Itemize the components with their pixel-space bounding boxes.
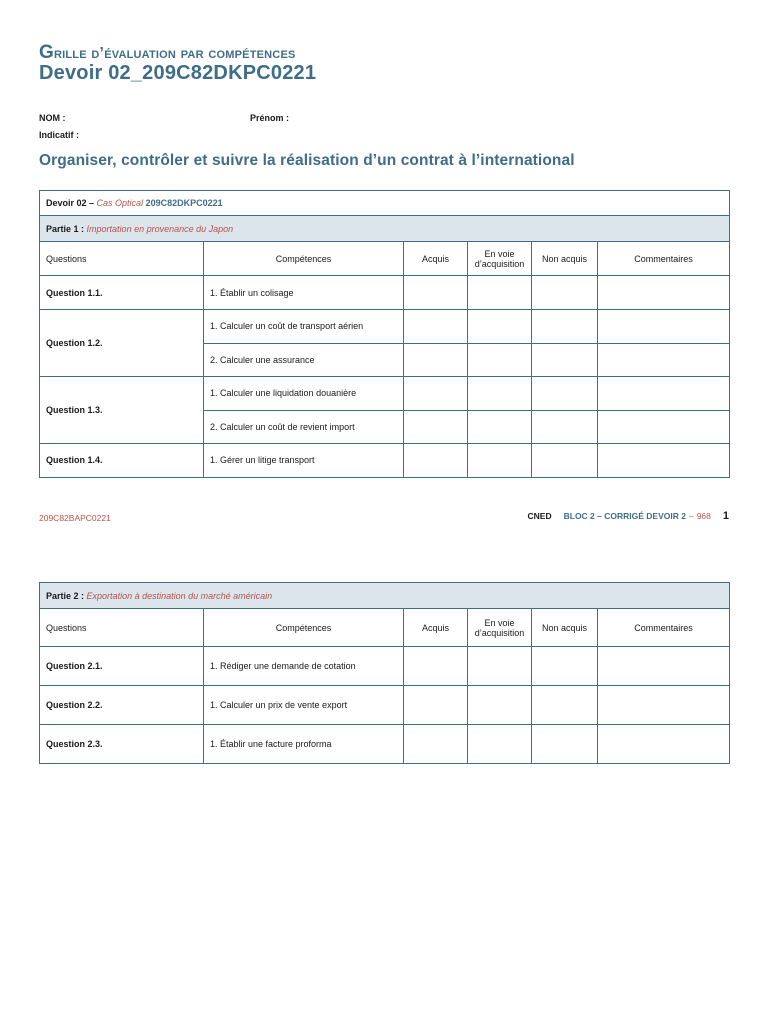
competence-cell: 1. Établir un colisage [204, 276, 404, 310]
non-acquis-cell[interactable] [532, 647, 598, 686]
table-row [40, 310, 730, 344]
commentaires-cell[interactable] [598, 343, 730, 377]
acquis-cell[interactable] [404, 686, 468, 725]
partie1-text: Importation en provenance du Japon [86, 223, 234, 234]
competence-cell: 1. Établir une facture proforma [204, 725, 404, 764]
footer-bloc: BLOC 2 – CORRIGÉ DEVOIR 2 [563, 511, 686, 521]
col-commentaires: Commentaires [598, 242, 730, 276]
document-title [39, 42, 296, 64]
en-voie-cell[interactable] [468, 444, 532, 478]
col-en-voie [468, 242, 532, 276]
partie1-label: Partie 1 : [46, 223, 85, 234]
indicatif-label: Indicatif : [39, 130, 79, 140]
question-cell: Question 1.1. [40, 276, 204, 310]
acquis-cell[interactable] [404, 410, 468, 444]
evaluation-table-part2 [39, 582, 730, 764]
page-footer [39, 510, 729, 526]
question-cell: Question 2.1. [40, 647, 204, 686]
en-voie-cell[interactable] [468, 377, 532, 411]
col-en-voie-label: En voie d’acquisition [474, 617, 525, 638]
question-cell: Question 1.3. [40, 377, 204, 444]
footer-right [528, 510, 729, 522]
devoir-header-row [40, 191, 730, 216]
acquis-cell[interactable] [404, 343, 468, 377]
acquis-cell[interactable] [404, 647, 468, 686]
table-row [40, 647, 730, 686]
col-en-voie-label: En voie d’acquisition [474, 248, 525, 269]
question-cell: Question 2.3. [40, 725, 204, 764]
table-row [40, 725, 730, 764]
col-acquis: Acquis [404, 242, 468, 276]
non-acquis-cell[interactable] [532, 444, 598, 478]
commentaires-cell[interactable] [598, 444, 730, 478]
footer-cned: CNED [527, 511, 552, 521]
col-competences: Compétences [204, 609, 404, 647]
competence-cell: 2. Calculer un coût de revient import [204, 410, 404, 444]
col-en-voie [468, 609, 532, 647]
title-rest: rille d’évaluation par compétences [53, 45, 296, 62]
non-acquis-cell[interactable] [532, 310, 598, 344]
competence-cell: 2. Calculer une assurance [204, 343, 404, 377]
en-voie-cell[interactable] [468, 686, 532, 725]
devoir-header-cell [40, 191, 730, 216]
col-non-acquis: Non acquis [532, 242, 598, 276]
col-questions: Questions [40, 242, 204, 276]
devoir-code: 209C82DKPC0221 [145, 198, 223, 208]
question-cell: Question 2.2. [40, 686, 204, 725]
partie2-text: Exportation à destination du marché américain [86, 590, 273, 601]
competence-cell: 1. Gérer un litige transport [204, 444, 404, 478]
document-subtitle: Devoir 02_209C82DKPC0221 [39, 62, 317, 84]
competence-cell: 1. Calculer un prix de vente export [204, 686, 404, 725]
non-acquis-cell[interactable] [532, 725, 598, 764]
non-acquis-cell[interactable] [532, 686, 598, 725]
non-acquis-cell[interactable] [532, 343, 598, 377]
footer-separator: – [688, 511, 694, 521]
col-competences: Compétences [204, 242, 404, 276]
col-acquis: Acquis [404, 609, 468, 647]
table-row [40, 377, 730, 411]
competence-cell: 1. Rédiger une demande de cotation [204, 647, 404, 686]
footer-number: 968 [696, 511, 711, 521]
footer-code: 209C82BAPC0221 [39, 513, 111, 523]
en-voie-cell[interactable] [468, 725, 532, 764]
partie1-cell [40, 216, 730, 242]
question-cell: Question 1.4. [40, 444, 204, 478]
col-commentaires: Commentaires [598, 609, 730, 647]
nom-label: NOM : [39, 113, 66, 123]
partie2-row [40, 583, 730, 609]
commentaires-cell[interactable] [598, 686, 730, 725]
devoir-label: Devoir 02 – [46, 198, 95, 208]
commentaires-cell[interactable] [598, 310, 730, 344]
acquis-cell[interactable] [404, 725, 468, 764]
en-voie-cell[interactable] [468, 647, 532, 686]
table-row [40, 444, 730, 478]
acquis-cell[interactable] [404, 276, 468, 310]
table-row [40, 686, 730, 725]
devoir-case: Cas Optical [96, 198, 144, 208]
prenom-label: Prénom : [250, 113, 290, 123]
partie2-cell [40, 583, 730, 609]
partie1-row [40, 216, 730, 242]
table-row [40, 276, 730, 310]
commentaires-cell[interactable] [598, 377, 730, 411]
col-questions: Questions [40, 609, 204, 647]
title-first-letter: G [39, 42, 54, 63]
commentaires-cell[interactable] [598, 410, 730, 444]
commentaires-cell[interactable] [598, 647, 730, 686]
partie2-label: Partie 2 : [46, 590, 85, 601]
acquis-cell[interactable] [404, 444, 468, 478]
commentaires-cell[interactable] [598, 276, 730, 310]
page-number: 1 [722, 510, 729, 522]
non-acquis-cell[interactable] [532, 410, 598, 444]
non-acquis-cell[interactable] [532, 276, 598, 310]
competence-cell: 1. Calculer un coût de transport aérien [204, 310, 404, 344]
column-header-row [40, 609, 730, 647]
col-non-acquis: Non acquis [532, 609, 598, 647]
commentaires-cell[interactable] [598, 725, 730, 764]
question-cell: Question 1.2. [40, 310, 204, 377]
competence-cell: 1. Calculer une liquidation douanière [204, 377, 404, 411]
non-acquis-cell[interactable] [532, 377, 598, 411]
evaluation-table-part1 [39, 190, 730, 478]
acquis-cell[interactable] [404, 310, 468, 344]
acquis-cell[interactable] [404, 377, 468, 411]
column-header-row [40, 242, 730, 276]
en-voie-cell[interactable] [468, 310, 532, 344]
en-voie-cell[interactable] [468, 276, 532, 310]
en-voie-cell[interactable] [468, 343, 532, 377]
en-voie-cell[interactable] [468, 410, 532, 444]
section-heading: Organiser, contrôler et suivre la réalisation d’un contrat à l’international [39, 152, 575, 169]
